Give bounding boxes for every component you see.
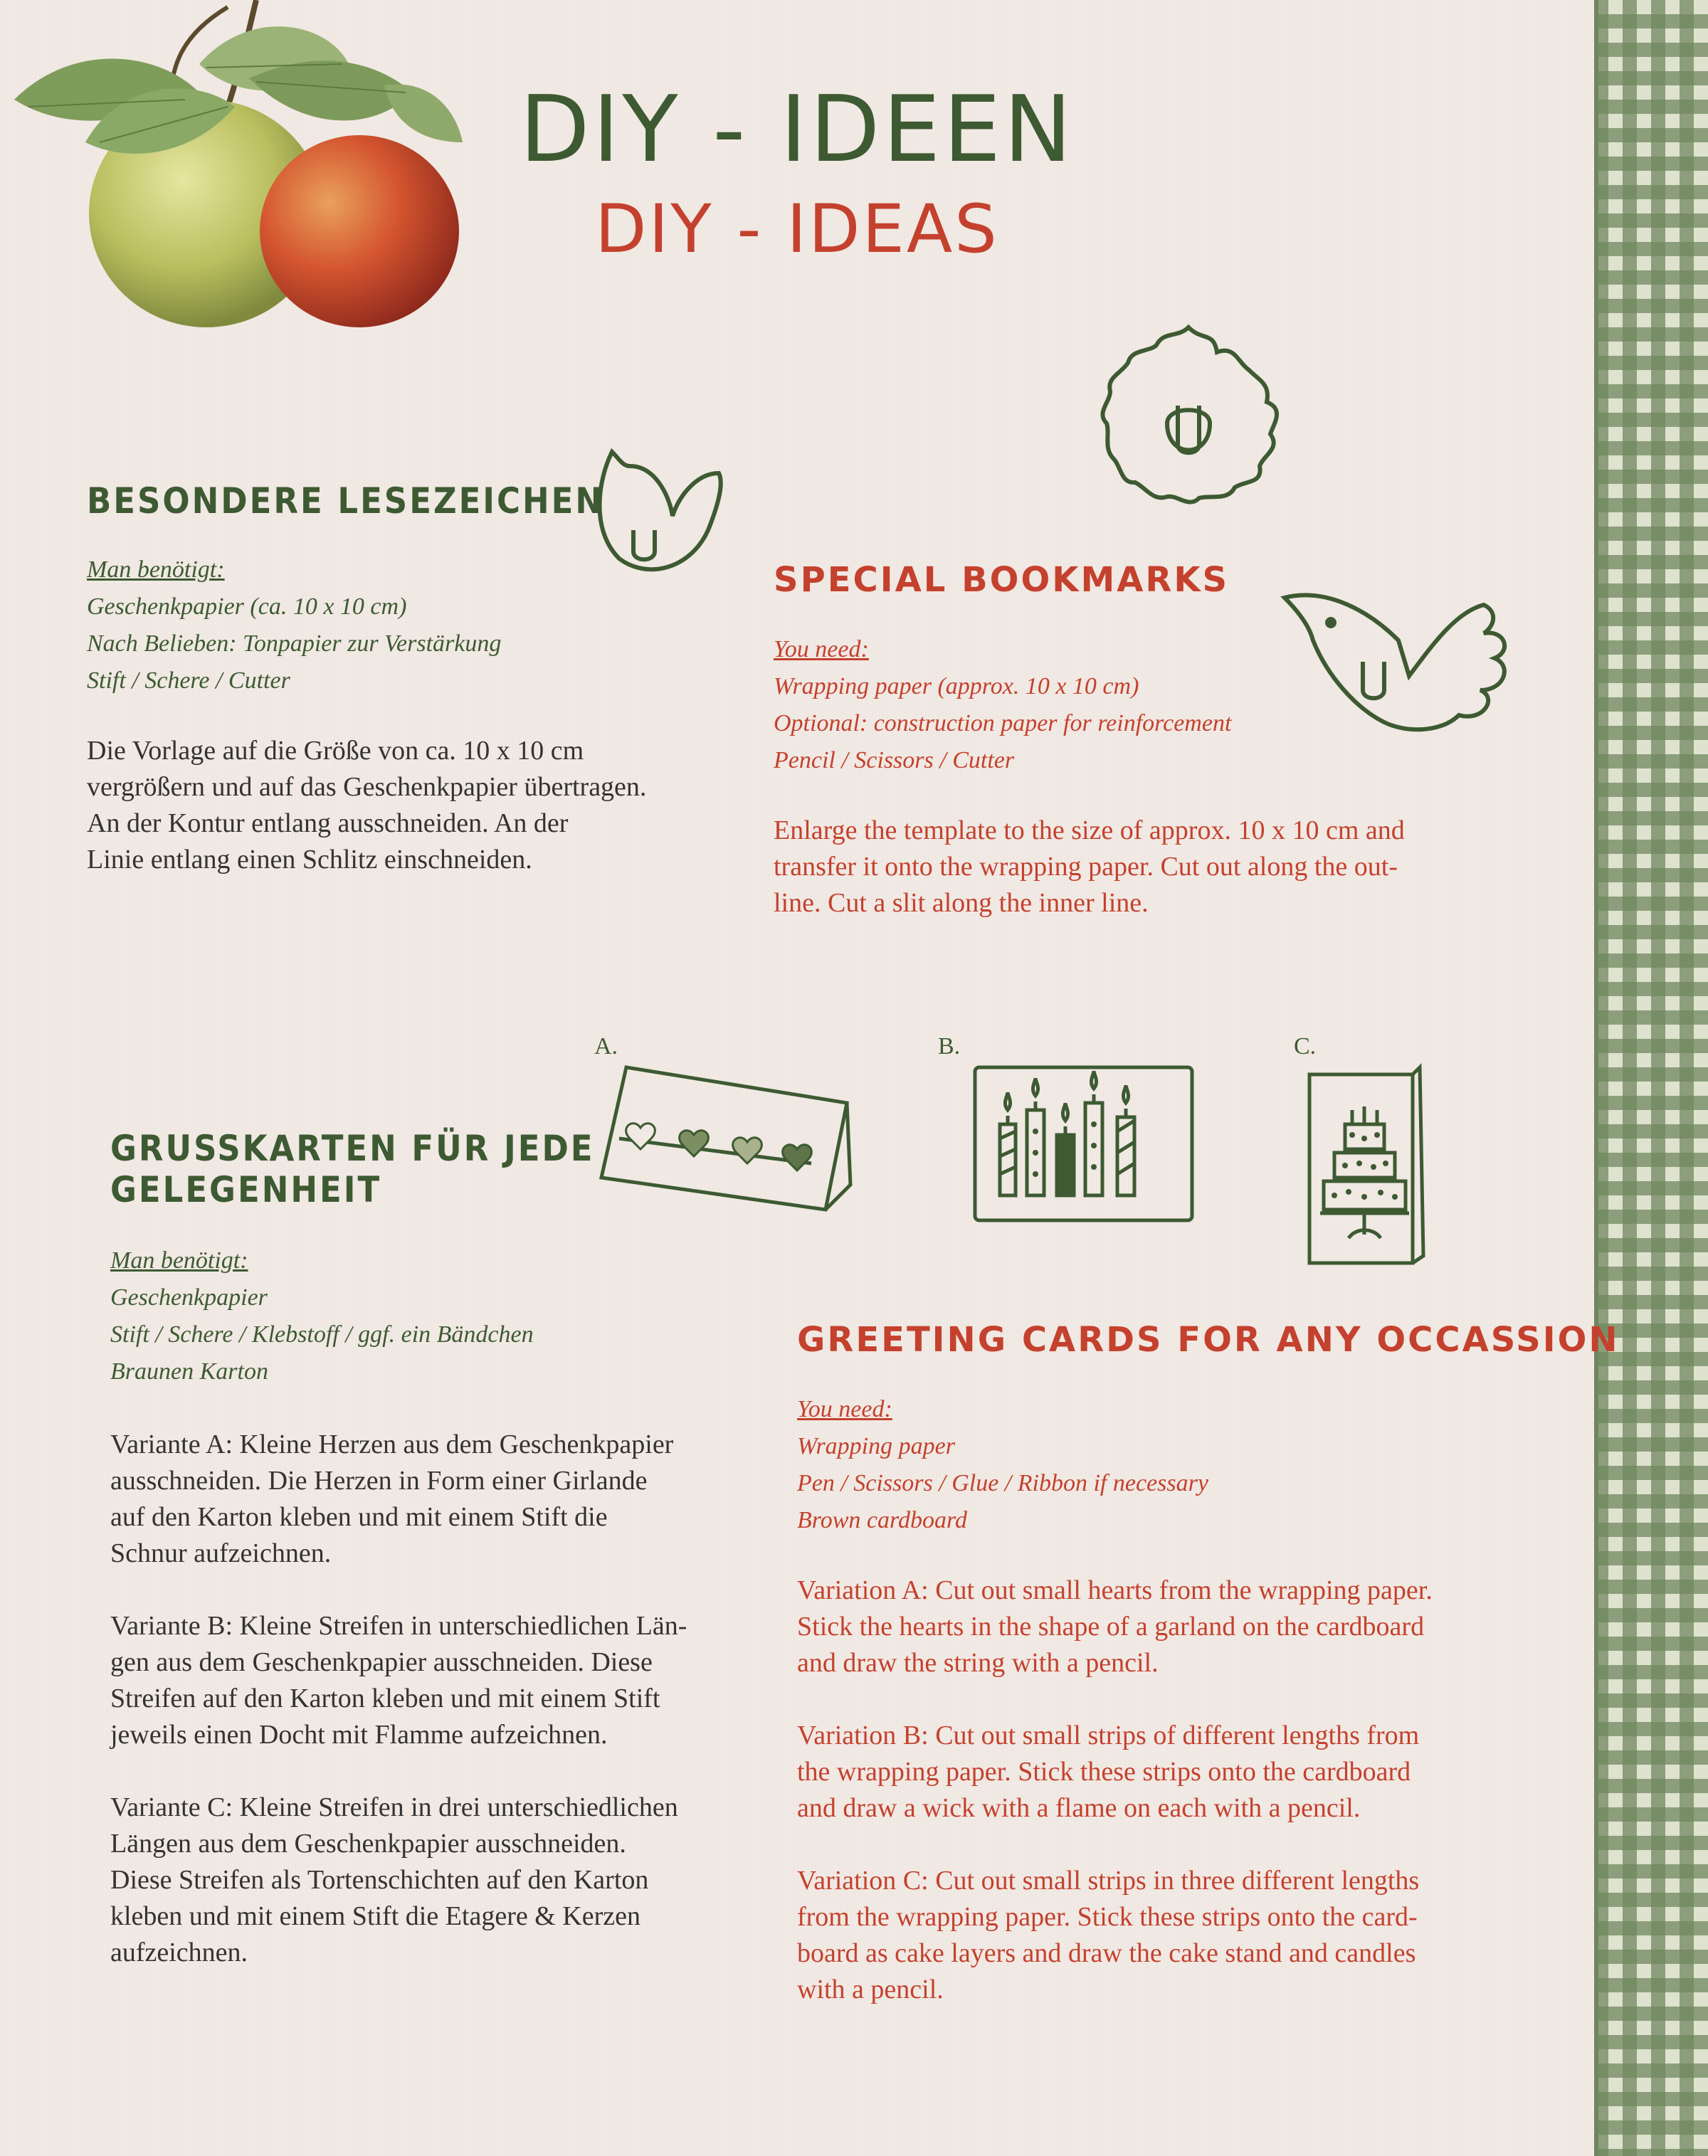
needs-label: You need: xyxy=(774,636,869,662)
bird-bookmark-icon xyxy=(1285,583,1527,740)
text-line: gen aus dem Geschenkpapier ausschneiden. Diese xyxy=(110,1647,653,1677)
materials-cards-de xyxy=(110,1242,534,1390)
heading-cards-en: GREETING CARDS FOR ANY OCCASSION xyxy=(797,1320,1620,1360)
needs-label: Man benötigt: xyxy=(87,556,225,583)
text-line: Variation A: Cut out small hearts from the wrapping paper. xyxy=(797,1575,1433,1605)
text-line: transfer it onto the wrapping paper. Cut out along the out- xyxy=(774,852,1398,882)
text-line: kleben und mit einem Stift die Etagere & Kerzen xyxy=(110,1901,640,1931)
material-item: Optional: construction paper for reinforcement xyxy=(774,710,1232,736)
gingham-edge xyxy=(1594,0,1598,2156)
text-line: Enlarge the template to the size of approx. 10 x 10 cm and xyxy=(774,815,1405,845)
text-line: line. Cut a slit along the inner line. xyxy=(774,888,1149,918)
title-en: DIY - IDEAS xyxy=(595,191,999,268)
text-line: and draw the string with a pencil. xyxy=(797,1648,1159,1678)
material-item: Brown cardboard xyxy=(797,1507,967,1533)
text-line: Linie entlang einen Schlitz einschneiden. xyxy=(87,845,532,874)
instructions-cards-en xyxy=(797,1573,1433,2044)
text-line: aufzeichnen. xyxy=(110,1938,248,1967)
material-item: Geschenkpapier (ca. 10 x 10 cm) xyxy=(87,593,407,620)
material-item: Wrapping paper (approx. 10 x 10 cm) xyxy=(774,673,1139,699)
text-line: auf den Karton kleben und mit einem Stift die xyxy=(110,1502,608,1532)
cake-card-icon xyxy=(1306,1060,1448,1274)
needs-label: You need: xyxy=(797,1396,892,1422)
title-de: DIY - IDEEN xyxy=(520,77,1075,183)
text-line: An der Kontur entlang ausschneiden. An der xyxy=(87,808,569,838)
gingham-border xyxy=(1594,0,1708,2156)
instructions-cards-de xyxy=(110,1427,687,2007)
text-line: Die Vorlage auf die Größe von ca. 10 x 10 cm xyxy=(87,736,584,766)
text-line: the wrapping paper. Stick these strips onto the cardboard xyxy=(797,1757,1411,1787)
hearts-card-icon xyxy=(598,1060,854,1224)
card-label-b: B. xyxy=(938,1033,961,1059)
text-line: Längen aus dem Geschenkpapier ausschneiden. xyxy=(110,1829,626,1859)
instructions-bookmarks-en xyxy=(774,813,1405,958)
text-line: board as cake layers and draw the cake stand and candles xyxy=(797,1938,1416,1968)
text-line: Variante A: Kleine Herzen aus dem Geschenkpapier xyxy=(110,1430,674,1459)
text-line: and draw a wick with a flame on each with a pencil. xyxy=(797,1793,1361,1823)
card-label-a: A. xyxy=(594,1033,618,1059)
material-item: Geschenkpapier xyxy=(110,1284,268,1311)
heading-bookmarks-en: SPECIAL BOOKMARKS xyxy=(774,560,1230,600)
text-line: Variante B: Kleine Streifen in unterschiedlichen Län- xyxy=(110,1611,687,1641)
text-line: Schnur aufzeichnen. xyxy=(110,1538,332,1568)
text-line: jeweils einen Docht mit Flamme aufzeichnen. xyxy=(110,1720,608,1750)
materials-cards-en xyxy=(797,1391,1208,1539)
material-item: Stift / Schere / Klebstoff / ggf. ein Bändchen xyxy=(110,1321,534,1348)
flower-bookmark-icon xyxy=(1089,313,1288,512)
text-line: Diese Streifen als Tortenschichten auf den Karton xyxy=(110,1865,649,1895)
material-item: Wrapping paper xyxy=(797,1433,955,1459)
candles-card-icon xyxy=(971,1060,1199,1224)
text-line: Variation C: Cut out small strips in three different lengths xyxy=(797,1866,1420,1896)
text-line: vergrößern und auf das Geschenkpapier übertragen. xyxy=(87,772,647,802)
needs-label: Man benötigt: xyxy=(110,1247,248,1274)
text-line: Stick the hearts in the shape of a garland on the cardboard xyxy=(797,1612,1425,1642)
text-line: Variation B: Cut out small strips of different lengths from xyxy=(797,1721,1420,1750)
material-item: Nach Belieben: Tonpapier zur Verstärkung xyxy=(87,630,502,657)
text-line: ausschneiden. Die Herzen in Form einer Girlande xyxy=(110,1466,648,1496)
materials-bookmarks-en xyxy=(774,631,1231,779)
instructions-bookmarks-de xyxy=(87,733,646,914)
material-item: Pencil / Scissors / Cutter xyxy=(774,747,1015,773)
text-line: Streifen auf den Karton kleben und mit einem Stift xyxy=(110,1684,660,1713)
heading-line: GRUSSKARTEN FÜR JEDE xyxy=(110,1128,595,1169)
card-label-c: C. xyxy=(1294,1033,1317,1059)
material-item: Braunen Karton xyxy=(110,1358,268,1385)
heading-line: GELEGENHEIT xyxy=(110,1169,382,1210)
heading-cards-de xyxy=(110,1128,595,1210)
tulip-bookmark-icon xyxy=(591,438,733,580)
material-item: Stift / Schere / Cutter xyxy=(87,667,290,694)
text-line: with a pencil. xyxy=(797,1975,944,2004)
text-line: from the wrapping paper. Stick these strips onto the card- xyxy=(797,1902,1418,1932)
material-item: Pen / Scissors / Glue / Ribbon if necessary xyxy=(797,1470,1208,1496)
text-line: Variante C: Kleine Streifen in drei unterschiedlichen xyxy=(110,1792,678,1822)
heading-bookmarks-de: BESONDERE LESEZEICHEN xyxy=(87,480,605,522)
materials-bookmarks-de xyxy=(87,551,501,699)
